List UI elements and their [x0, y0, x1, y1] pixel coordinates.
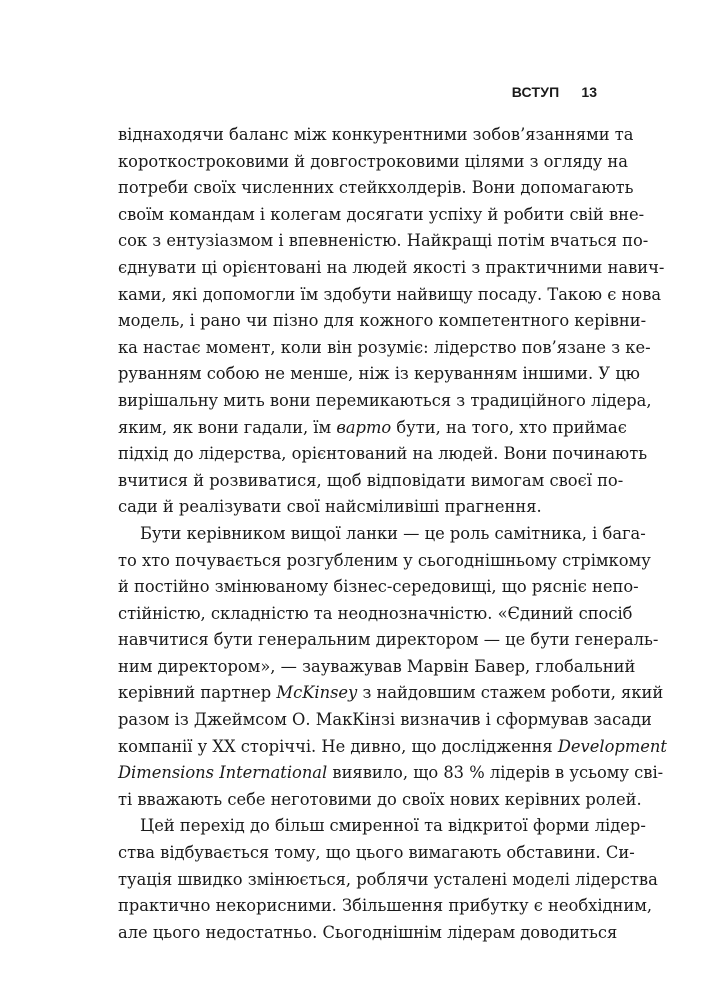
text-line: сок з ентузіазмом і впевненістю. Найкращі потім вчаться по-	[118, 231, 649, 251]
paragraph	[118, 813, 658, 946]
text-line: руванням собою не менше, ніж із керуванням іншими. У цю	[118, 364, 640, 384]
italic-text: варто	[336, 417, 392, 437]
text-line: навчитися бути генеральним директором — це бути генераль-	[118, 630, 659, 650]
italic-text: Development	[557, 736, 667, 756]
section-title: ВСТУП	[511, 84, 560, 100]
text-line: стійністю, складністю та неоднозначністю. «Єдиний спосіб	[118, 603, 633, 623]
page-number: 13	[581, 84, 597, 100]
text-line: ним директором», — зауважував Марвін Бавер, глобальний	[118, 656, 636, 676]
text-line: керівний партнер McKinsey з найдовшим стажем роботи, який	[118, 683, 664, 703]
text-line: то хто почувається розгубленим у сьогоднішньому стрімкому	[118, 550, 651, 570]
text-line: компанії у ХХ сторіччі. Не дивно, що дослідження Development	[118, 736, 667, 756]
text-line: своїм командам і колегам досягати успіху й робити свій вне-	[118, 204, 645, 224]
text-line: модель, і рано чи пізно для кожного компетентного керівни-	[118, 311, 647, 331]
text-line: сади й реалізувати свої найсміливіші прагнення.	[118, 497, 542, 517]
text-line: Dimensions International виявило, що 83 % лідерів в усьому сві-	[118, 763, 664, 783]
text-line: туація швидко змінюється, роблячи усталені моделі лідерства	[118, 869, 658, 889]
running-header	[512, 84, 597, 100]
text-line: практично некорисними. Збільшення прибутку є необхідним,	[118, 896, 653, 916]
text-line: єднувати ці орієнтовані на людей якості з практичними навич-	[118, 257, 665, 277]
text-line: вчитися й розвиватися, щоб відповідати вимогам своєї по-	[118, 470, 624, 490]
text-line: потреби своїх численних стейкхолдерів. Вони допомагають	[118, 178, 634, 198]
text-line: яким, як вони гадали, їм варто бути, на того, хто приймає	[118, 417, 627, 437]
text-line: вирішальну мить вони перемикаються з традиційного лідера,	[118, 390, 652, 410]
paragraph	[118, 122, 665, 521]
text-line: ками, які допомогли їм здобути найвищу посаду. Такою є нова	[118, 284, 662, 304]
italic-text: Dimensions International	[118, 763, 328, 783]
text-line: разом із Джеймсом О. МакКінзі визначив і сформував засади	[118, 710, 652, 730]
body-text	[118, 122, 667, 946]
paragraph	[118, 521, 667, 814]
text-line: підхід до лідерства, орієнтований на людей. Вони починають	[118, 444, 648, 464]
italic-text: McKinsey	[276, 683, 358, 703]
text-line: й постійно змінюваному бізнес-середовищі, що рясніє непо-	[118, 577, 639, 597]
text-line: але цього недостатньо. Сьогоднішнім лідерам доводиться	[118, 922, 618, 942]
text-line: ті вважають себе неготовими до своїх нових керівних ролей.	[118, 789, 642, 809]
text-line: Цей перехід до більш смиренної та відкритої форми лідер-	[140, 816, 646, 836]
text-line: ка настає момент, коли він розуміє: лідерство пов’язане з ке-	[118, 337, 651, 357]
text-line: короткостроковими й довгостроковими цілями з огляду на	[118, 151, 628, 171]
text-line: віднаходячи баланс між конкурентними зобов’язаннями та	[118, 125, 634, 144]
text-line: Бути керівником вищої ланки — це роль самітника, і бага-	[140, 523, 646, 543]
text-line: ства відбувається тому, що цього вимагають обставини. Си-	[118, 843, 635, 863]
